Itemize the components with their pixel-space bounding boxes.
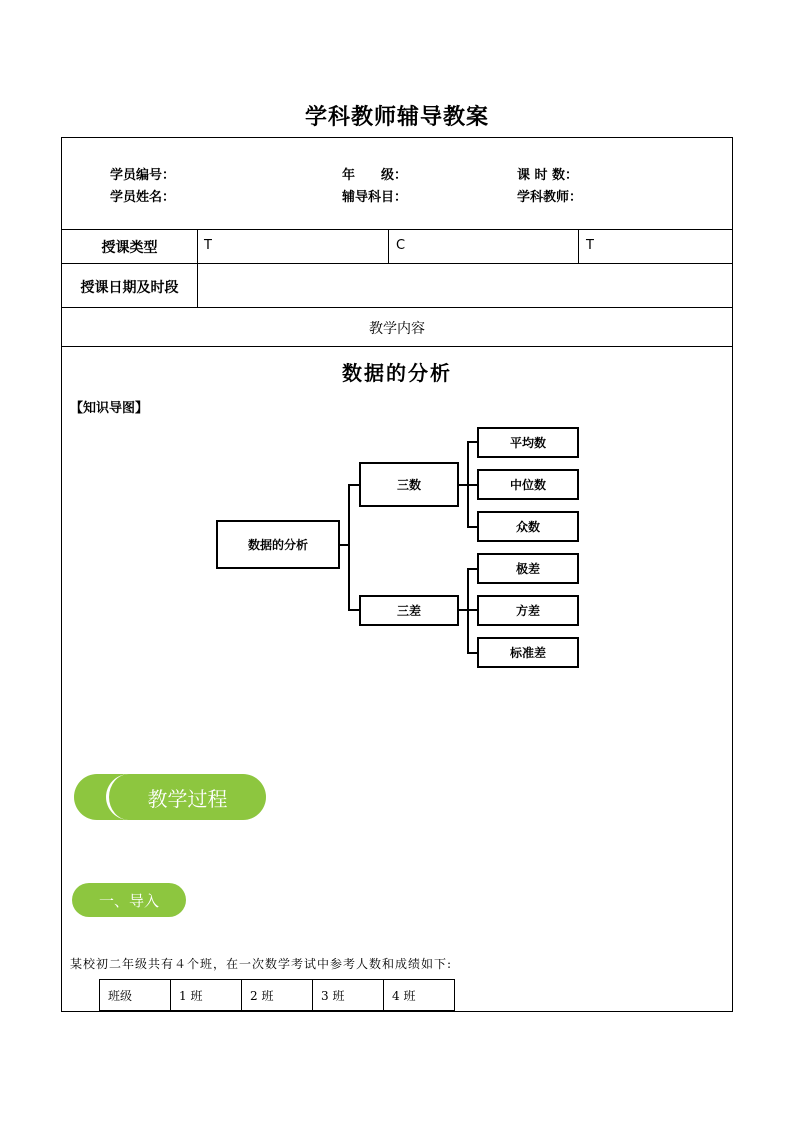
- mindmap-branch-1: 三数: [359, 462, 459, 507]
- divider: [388, 229, 389, 263]
- divider: [578, 229, 579, 263]
- teacher-label: 学科教师：: [517, 190, 583, 205]
- lesson-type-value-1: T: [204, 238, 212, 253]
- grade-label: 年 级：: [342, 168, 408, 183]
- connector-line: [467, 484, 477, 486]
- table-header-cell: 2 班: [242, 980, 313, 1011]
- mindmap-branch-2: 三差: [359, 595, 459, 626]
- lesson-type-value-3: T: [586, 238, 594, 253]
- content-header: 教学内容: [369, 321, 425, 337]
- table-header-cell: 1 班: [171, 980, 242, 1011]
- divider: [62, 307, 732, 308]
- mindmap-leaf-std-dev: 标准差: [477, 637, 579, 668]
- connector-line: [467, 441, 477, 443]
- connector-line: [467, 609, 477, 611]
- connector-line: [467, 568, 477, 570]
- process-badge: 教学过程: [106, 774, 266, 820]
- lesson-type-label: 授课类型: [101, 240, 158, 256]
- mindmap-root: 数据的分析: [216, 520, 340, 569]
- connector-line: [348, 484, 350, 610]
- mindmap-label: 【知识导图】: [70, 401, 149, 416]
- document-title: 学科教师辅导教案: [304, 105, 489, 130]
- student-name-label: 学员姓名：: [110, 190, 176, 205]
- connector-line: [467, 568, 469, 654]
- table-row: [100, 980, 455, 1011]
- divider: [62, 229, 732, 230]
- mindmap-leaf-median: 中位数: [477, 469, 579, 500]
- lesson-date-label: 授课日期及时段: [80, 280, 179, 296]
- lesson-count-label: 课 时 数：: [517, 168, 579, 183]
- table-header-cell: 班级: [100, 980, 171, 1011]
- lesson-type-value-2: C: [396, 238, 406, 253]
- mindmap-leaf-mean: 平均数: [477, 427, 579, 458]
- mindmap-leaf-range: 极差: [477, 553, 579, 584]
- mindmap-leaf-mode: 众数: [477, 511, 579, 542]
- grade-table: [99, 979, 455, 1011]
- divider: [197, 229, 198, 307]
- section-title: 数据的分析: [342, 361, 452, 385]
- intro-badge: 一、导入: [72, 883, 186, 917]
- intro-text: 某校初二年级共有４个班，在一次数学考试中参考人数和成绩如下:: [70, 957, 453, 971]
- divider: [62, 346, 732, 347]
- lesson-plan-frame: [61, 137, 733, 1012]
- table-header-cell: 3 班: [313, 980, 384, 1011]
- mindmap-leaf-variance: 方差: [477, 595, 579, 626]
- subject-label: 辅导科目：: [342, 190, 408, 205]
- connector-line: [467, 526, 477, 528]
- student-id-label: 学员编号：: [110, 168, 176, 183]
- connector-line: [467, 652, 477, 654]
- table-header-cell: 4 班: [384, 980, 455, 1011]
- divider: [62, 263, 732, 264]
- connector-line: [348, 484, 359, 486]
- connector-line: [348, 609, 359, 611]
